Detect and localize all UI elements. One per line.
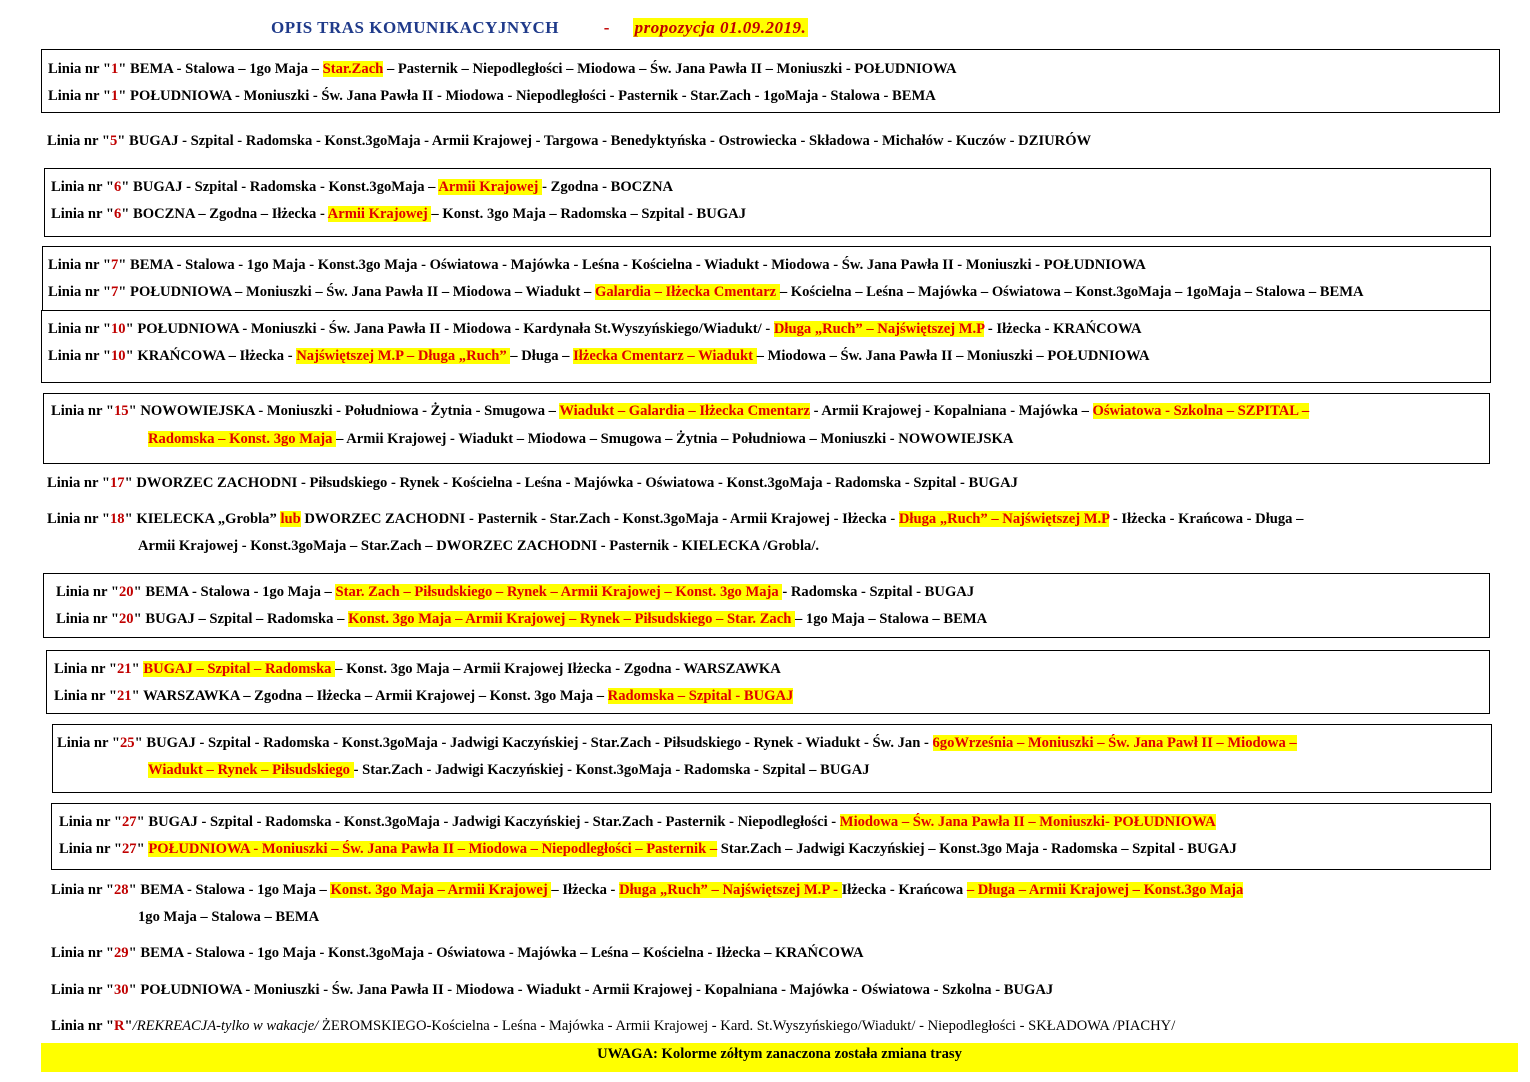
- line-number: 25: [120, 735, 135, 751]
- changed-segment: Konst. 3go Maja – Armii Krajowej: [330, 882, 552, 898]
- route-line-15-part1: [51, 402, 1309, 420]
- route-line-28-part1: [51, 881, 1243, 899]
- route-segment: BUGAJ - Szpital - Radomska - Konst.3goMaja - Jadwigi Kaczyńskiej - Star.Zach - Piłsudskiego - Rynek - Wiadukt - Św. Jan -: [142, 735, 933, 751]
- line-quote: ": [131, 688, 140, 704]
- route-segment: Star.Zach – Jadwigi Kaczyńskiej – Konst.3go Maja - Radomska – Szpital - BUGAJ: [717, 841, 1237, 857]
- route-segment: - Iłżecka - KRAŃCOWA: [984, 321, 1142, 337]
- line-number: 1: [111, 88, 119, 104]
- changed-segment: Długa „Ruch” – Najświętszej M.P -: [619, 882, 842, 898]
- line-prefix: Linia nr ": [51, 179, 114, 195]
- line-number: 20: [119, 584, 134, 600]
- notice-banner: UWAGA: Kolorme zółtym zanaczona została zmiana trasy: [41, 1043, 1518, 1072]
- route-segment: BUGAJ - Szpital - Radomska - Konst.3goMaja - Jadwigi Kaczyńskiej - Star.Zach - Pasternik - Niepodległości -: [144, 814, 840, 830]
- route-segment: BEMA - Stalowa - 1go Maja - Konst.3go Maja - Oświatowa - Majówka - Leśna - Kościelna - Wiadukt - Miodowa - Św. Jana Pawła II - Moniuszki - POŁUDNIOWA: [126, 257, 1146, 273]
- line-prefix: Linia nr ": [47, 133, 110, 149]
- route-line-6-forward: [51, 178, 673, 196]
- line-prefix: Linia nr ": [48, 284, 111, 300]
- route-note: /REKREACJA-tylko w wakacje/: [132, 1018, 319, 1034]
- line-number: 17: [110, 475, 125, 491]
- route-line-5: [47, 132, 1091, 150]
- route-line-29: [51, 944, 864, 962]
- route-segment: BEMA - Stalowa – 1go Maja –: [126, 61, 323, 77]
- route-line-20-return: [56, 610, 987, 628]
- title-text: OPIS TRAS KOMUNIKACYJNYCH: [271, 18, 559, 37]
- line-quote: ": [124, 1018, 133, 1034]
- changed-segment: Armii Krajowej: [438, 179, 543, 195]
- line-quote: ": [133, 611, 142, 627]
- route-line-17: [47, 474, 1018, 492]
- route-segment: Armii Krajowej - Konst.3goMaja – Star.Zach – DWORZEC ZACHODNI - Pasternik - KIELECKA /Grobla/.: [138, 538, 820, 554]
- route-segment: – 1go Maja – Stalowa – BEMA: [794, 611, 988, 627]
- route-line-7-return: [48, 283, 1364, 301]
- route-line-21-return: [54, 687, 793, 705]
- changed-segment: Iłżecka Cmentarz – Wiadukt: [573, 348, 757, 364]
- line-quote: ": [117, 133, 126, 149]
- line-prefix: Linia nr ": [56, 611, 119, 627]
- line-prefix: Linia nr ": [48, 61, 111, 77]
- line-prefix: Linia nr ": [54, 661, 117, 677]
- changed-segment: Galardia – Iłżecka Cmentarz: [594, 284, 780, 300]
- route-line-18-part1: [47, 510, 1303, 528]
- line-quote: ": [124, 511, 133, 527]
- route-segment: BUGAJ – Szpital – Radomska –: [141, 611, 349, 627]
- route-segment: – Konst. 3go Maja – Radomska – Szpital - BUGAJ: [431, 206, 747, 222]
- route-segment: - Radomska - Szpital - BUGAJ: [782, 584, 975, 600]
- changed-segment: Miodowa – Św. Jana Pawła II – Moniuszki- POŁUDNIOWA: [839, 814, 1216, 830]
- route-segment: BEMA - Stalowa - 1go Maja –: [141, 584, 336, 600]
- line-prefix: Linia nr ": [48, 88, 111, 104]
- changed-segment: 6goWrześnia – Moniuszki – Św. Jana Pawł II – Miodowa –: [932, 735, 1297, 751]
- route-line-27-forward: [59, 813, 1216, 831]
- route-line-10-return: [48, 347, 1150, 365]
- route-line-10-forward: [48, 320, 1142, 338]
- line-quote: ": [128, 945, 137, 961]
- line-number: 20: [119, 611, 134, 627]
- line-number: 15: [114, 403, 129, 419]
- line-prefix: Linia nr ": [51, 982, 114, 998]
- line-number: 18: [110, 511, 125, 527]
- route-segment: DWORZEC ZACHODNI - Pasternik - Star.Zach - Konst.3goMaja - Armii Krajowej - Iłżecka -: [300, 511, 899, 527]
- line-prefix: Linia nr ": [59, 814, 122, 830]
- line-number: 6: [114, 206, 122, 222]
- line-prefix: Linia nr ": [48, 257, 111, 273]
- proposal-date: propozycja 01.09.2019.: [634, 18, 807, 37]
- line-prefix: Linia nr ": [51, 206, 114, 222]
- route-segment: – Kościelna – Leśna – Majówka – Oświatowa – Konst.3goMaja – 1goMaja – Stalowa – BEMA: [779, 284, 1364, 300]
- line-prefix: Linia nr ": [47, 475, 110, 491]
- line-prefix: Linia nr ": [51, 403, 114, 419]
- line-quote: ": [118, 284, 127, 300]
- line-quote: ": [128, 982, 137, 998]
- line-number: R: [114, 1018, 125, 1034]
- line-quote: ": [134, 735, 143, 751]
- route-segment: BUGAJ - Szpital - Radomska - Konst.3goMaja –: [129, 179, 439, 195]
- route-segment: POŁUDNIOWA - Moniuszki - Św. Jana Pawła II - Miodowa - Niepodległości - Pasternik - Star.Zach - 1goMaja - Stalowa - BEMA: [126, 88, 936, 104]
- route-segment: - Armii Krajowej - Kopalniana - Majówka –: [809, 403, 1093, 419]
- changed-segment: Star. Zach – Piłsudskiego – Rynek – Armii Krajowej – Konst. 3go Maja: [335, 584, 783, 600]
- route-line-27-return: [59, 840, 1237, 858]
- title-dash: -: [603, 18, 610, 37]
- line-quote: ": [128, 403, 137, 419]
- route-segment: NOWOWIEJSKA - Moniuszki - Południowa - Żytnia - Smugowa –: [136, 403, 560, 419]
- line-number: 27: [122, 814, 137, 830]
- route-line-6-return: [51, 205, 746, 223]
- line-number: 29: [114, 945, 129, 961]
- route-segment: - Zgodna - BOCZNA: [542, 179, 674, 195]
- line-number: 27: [122, 841, 137, 857]
- changed-segment: Wiadukt – Galardia – Iłżecka Cmentarz: [559, 403, 810, 419]
- line-quote: ": [121, 179, 130, 195]
- line-number: 10: [111, 348, 126, 364]
- line-prefix: Linia nr ": [48, 321, 111, 337]
- changed-segment: Konst. 3go Maja – Armii Krajowej – Rynek – Piłsudskiego – Star. Zach: [348, 611, 795, 627]
- route-segment: – Długa –: [510, 348, 574, 364]
- route-segment: KIELECKA „Grobla”: [132, 511, 281, 527]
- line-number: 7: [111, 284, 119, 300]
- line-quote: ": [118, 88, 127, 104]
- line-number: 28: [114, 882, 129, 898]
- route-segment: BEMA - Stalowa - 1go Maja –: [136, 882, 331, 898]
- route-line-1-forward: [48, 60, 957, 78]
- route-segment: Iłżecka - Krańcowa: [841, 882, 967, 898]
- route-segment: KRAŃCOWA – Iłżecka -: [133, 348, 297, 364]
- changed-segment: Długa „Ruch” – Najświętszej M.P: [773, 321, 985, 337]
- route-segment: - Iłżecka - Krańcowa - Długa –: [1109, 511, 1304, 527]
- changed-segment: POŁUDNIOWA - Moniuszki – Św. Jana Pawła II – Miodowa – Niepodległości – Pasternik –: [148, 841, 718, 857]
- route-line-21-forward: [54, 660, 781, 678]
- changed-segment: Wiadukt – Rynek – Piłsudskiego: [148, 762, 354, 778]
- route-segment: – Iłżecka -: [551, 882, 620, 898]
- line-number: 1: [111, 61, 119, 77]
- changed-segment: Armii Krajowej: [327, 206, 432, 222]
- changed-segment: Najświętszej M.P – Długa „Ruch”: [296, 348, 511, 364]
- line-quote: ": [124, 475, 133, 491]
- line-prefix: Linia nr ": [59, 841, 122, 857]
- route-line-25-part2: [148, 761, 870, 779]
- route-segment: – Pasternik – Niepodległości – Miodowa – Św. Jana Pawła II – Moniuszki - POŁUDNIOWA: [383, 61, 957, 77]
- line-number: 30: [114, 982, 129, 998]
- changed-segment: – Długa – Armii Krajowej – Konst.3go Maja: [966, 882, 1244, 898]
- route-line-18-part2: [138, 537, 819, 555]
- route-line-15-part2: [148, 430, 1013, 448]
- changed-segment: Długa „Ruch” – Najświętszej M.P: [898, 511, 1110, 527]
- line-prefix: Linia nr ": [48, 348, 111, 364]
- route-segment: ŻEROMSKIEGO-Kościelna - Leśna - Majówka - Armii Krajowej - Kard. St.Wyszyńskiego/Wiadukt/ - Niepodległości - SKŁADOWA /PIACHY/: [318, 1018, 1176, 1034]
- line-quote: ": [136, 814, 145, 830]
- line-number: 7: [111, 257, 119, 273]
- route-segment: – Konst. 3go Maja – Armii Krajowej Iłżecka - Zgodna - WARSZAWKA: [335, 661, 781, 677]
- route-segment: DWORZEC ZACHODNI - Piłsudskiego - Rynek - Kościelna - Leśna - Majówka - Oświatowa - Konst.3goMaja - Radomska - Szpital - BUGAJ: [132, 475, 1018, 491]
- line-quote: ": [125, 348, 134, 364]
- changed-segment: BUGAJ – Szpital – Radomska: [143, 661, 336, 677]
- line-quote: ": [118, 257, 127, 273]
- line-number: 5: [110, 133, 118, 149]
- route-line-1-return: [48, 87, 936, 105]
- line-number: 10: [111, 321, 126, 337]
- route-line-28-part2: [138, 908, 319, 926]
- changed-segment: lub: [280, 511, 301, 527]
- changed-segment: Radomska – Szpital - BUGAJ: [607, 688, 794, 704]
- route-segment: – Miodowa – Św. Jana Pawła II – Moniuszki – POŁUDNIOWA: [756, 348, 1150, 364]
- route-segment: POŁUDNIOWA - Moniuszki - Św. Jana Pawła II - Miodowa - Kardynała St.Wyszyńskiego/Wiadukt/ -: [133, 321, 774, 337]
- line-prefix: Linia nr ": [56, 584, 119, 600]
- line-quote: ": [121, 206, 130, 222]
- line-prefix: Linia nr ": [51, 882, 114, 898]
- line-prefix: Linia nr ": [57, 735, 120, 751]
- line-quote: ": [136, 841, 149, 857]
- route-line-7-forward: [48, 256, 1146, 274]
- route-segment: – Armii Krajowej - Wiadukt – Miodowa – Smugowa – Żytnia – Południowa – Moniuszki - NOWOWIEJSKA: [336, 431, 1014, 447]
- route-segment: BEMA - Stalowa - 1go Maja - Konst.3goMaja - Oświatowa - Majówka – Leśna – Kościelna - Iłżecka – KRAŃCOWA: [136, 945, 864, 961]
- line-quote: ": [125, 321, 134, 337]
- line-number: 21: [117, 661, 132, 677]
- line-prefix: Linia nr ": [47, 511, 110, 527]
- route-segment: - Star.Zach - Jadwigi Kaczyńskiej - Konst.3goMaja - Radomska - Szpital – BUGAJ: [353, 762, 870, 778]
- route-line-20-forward: [56, 583, 974, 601]
- route-segment: POŁUDNIOWA – Moniuszki – Św. Jana Pawła II – Miodowa – Wiadukt –: [126, 284, 595, 300]
- route-segment: POŁUDNIOWA - Moniuszki - Św. Jana Pawła II - Miodowa - Wiadukt - Armii Krajowej - Kopalniana - Majówka - Oświatowa - Szkolna - BUGAJ: [136, 982, 1054, 998]
- route-line-30: [51, 981, 1053, 999]
- route-segment: BOCZNA – Zgodna – Iłżecka -: [129, 206, 328, 222]
- route-line-R: [51, 1017, 1175, 1035]
- route-segment: WARSZAWKA – Zgodna – Iłżecka – Armii Krajowej – Konst. 3go Maja –: [139, 688, 608, 704]
- line-quote: ": [133, 584, 142, 600]
- route-segment: BUGAJ - Szpital - Radomska - Konst.3goMaja - Armii Krajowej - Targowa - Benedyktyńska - Ostrowiecka - Składowa - Michałów - Kuczów - DZIURÓW: [125, 133, 1092, 149]
- line-quote: ": [118, 61, 127, 77]
- document-title: [271, 18, 808, 38]
- line-quote: ": [131, 661, 144, 677]
- changed-segment: Oświatowa - Szkolna – SZPITAL –: [1092, 403, 1310, 419]
- line-prefix: Linia nr ": [51, 945, 114, 961]
- changed-segment: Star.Zach: [322, 61, 384, 77]
- line-prefix: Linia nr ": [54, 688, 117, 704]
- line-quote: ": [128, 882, 137, 898]
- line-number: 21: [117, 688, 132, 704]
- route-segment: 1go Maja – Stalowa – BEMA: [138, 909, 320, 925]
- line-prefix: Linia nr ": [51, 1018, 114, 1034]
- route-line-25-part1: [57, 734, 1297, 752]
- changed-segment: Radomska – Konst. 3go Maja: [148, 431, 337, 447]
- line-number: 6: [114, 179, 122, 195]
